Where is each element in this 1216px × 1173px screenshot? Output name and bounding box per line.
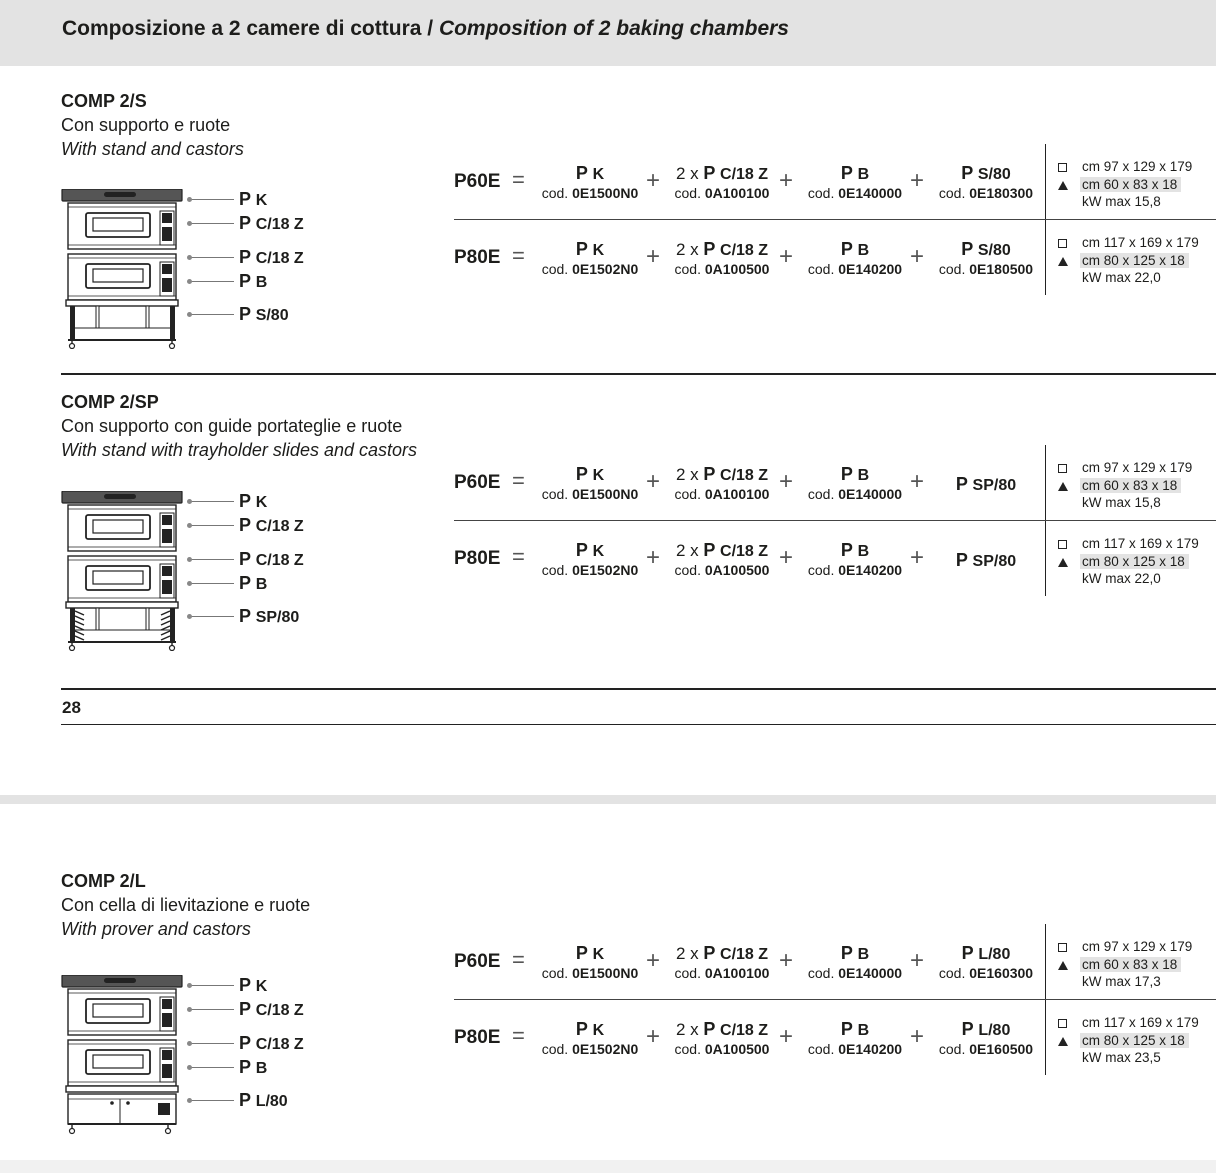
- component-label: P K: [239, 189, 268, 209]
- section-code: COMP 2/S: [61, 91, 147, 111]
- spec-line: cm 117 x 169 x 179: [1045, 235, 1216, 253]
- section-separator: [61, 373, 1216, 375]
- component-name: P B: [840, 239, 870, 259]
- section-description-it: Con supporto e ruote: [61, 115, 231, 135]
- triangle-filled-icon: [1058, 1037, 1068, 1046]
- spec-block: [1045, 536, 1216, 589]
- component-code: cod. 0E160300: [938, 965, 1034, 981]
- component-label: P L/80: [239, 1090, 288, 1110]
- plus-sign: +: [779, 243, 794, 270]
- section-code: COMP 2/L: [61, 871, 146, 891]
- component-code: cod. 0E1500N0: [541, 486, 639, 502]
- equals-sign: =: [512, 947, 525, 972]
- component-code: cod. 0E180300: [938, 185, 1034, 201]
- spec-block: [1045, 939, 1216, 992]
- spec-line: kW max 15,8: [1082, 194, 1161, 209]
- spec-line: cm 97 x 129 x 179: [1045, 460, 1216, 478]
- component-code: cod. 0A100100: [674, 185, 770, 201]
- component-name: P L/80: [961, 1019, 1011, 1039]
- component-code: cod. 0A100500: [674, 261, 770, 277]
- component-code: cod. 0E140000: [807, 965, 903, 981]
- spec-line: cm 117 x 169 x 179: [1045, 1015, 1216, 1033]
- triangle-filled-icon: [1058, 558, 1068, 567]
- spec-line: cm 97 x 129 x 179: [1045, 159, 1216, 177]
- component-label: P C/18 Z: [239, 549, 304, 569]
- spec-line: cm 80 x 125 x 18: [1045, 253, 1216, 271]
- oven-drawing-icon: [60, 189, 186, 349]
- plus-sign: +: [779, 544, 794, 571]
- section-separator: [61, 688, 1216, 690]
- model-name: P60E: [454, 171, 501, 192]
- component-name: P L/80: [961, 943, 1011, 963]
- model-name: P60E: [454, 472, 501, 493]
- square-outline-icon: [1058, 540, 1067, 549]
- square-outline-icon: [1058, 1019, 1067, 1028]
- page-footer-rule: [61, 724, 1216, 725]
- component-code: cod. 0A100500: [674, 562, 770, 578]
- equals-sign: =: [512, 167, 525, 192]
- leader-line: [190, 1067, 234, 1068]
- component-name: P B: [840, 943, 870, 963]
- leader-line: [190, 616, 234, 617]
- oven-drawing-icon: [60, 491, 186, 651]
- spec-line: kW max 15,8: [1082, 495, 1161, 510]
- section-code: COMP 2/SP: [61, 392, 159, 412]
- component-code: cod. 0E140000: [807, 185, 903, 201]
- oven-drawing-icon: [60, 975, 186, 1135]
- component-code: cod. 0E1500N0: [541, 185, 639, 201]
- model-row: [440, 522, 1216, 598]
- model-row: [440, 145, 1216, 221]
- component-name: P K: [575, 943, 605, 963]
- spec-line: cm 80 x 125 x 18: [1045, 554, 1216, 572]
- component-label: P B: [239, 271, 268, 291]
- leader-line: [190, 559, 234, 560]
- component-label: P SP/80: [239, 606, 300, 626]
- plus-sign: +: [910, 544, 925, 571]
- component-label: P C/18 Z: [239, 999, 304, 1019]
- component-label: P S/80: [239, 304, 289, 324]
- component-label: P K: [239, 975, 268, 995]
- component-name: P B: [840, 540, 870, 560]
- leader-line: [190, 583, 234, 584]
- row-separator: [454, 520, 1216, 521]
- component-code: cod. 0E140200: [807, 562, 903, 578]
- section-description-it: Con cella di lievitazione e ruote: [61, 895, 311, 915]
- square-outline-icon: [1058, 163, 1067, 172]
- oven-composition-drawing: [60, 975, 186, 1140]
- equals-sign: =: [512, 243, 525, 268]
- component-name: P K: [575, 464, 605, 484]
- spec-block: [1045, 1015, 1216, 1068]
- component-code: cod. 0A100100: [674, 965, 770, 981]
- plus-sign: +: [646, 544, 661, 571]
- leader-line: [190, 199, 234, 200]
- leader-line: [190, 314, 234, 315]
- triangle-filled-icon: [1058, 482, 1068, 491]
- section-description-en: With stand with trayholder slides and castors: [61, 440, 418, 460]
- component-name: 2 x P C/18 Z: [675, 943, 769, 963]
- spec-block: [1045, 460, 1216, 513]
- equals-sign: =: [512, 544, 525, 569]
- component-name: P SP/80: [955, 474, 1017, 494]
- equals-sign: =: [512, 468, 525, 493]
- page-gap-band: [0, 795, 1216, 804]
- leader-line: [190, 257, 234, 258]
- component-name: 2 x P C/18 Z: [675, 464, 769, 484]
- component-code: cod. 0E140200: [807, 1041, 903, 1057]
- leader-line: [190, 281, 234, 282]
- leader-line: [190, 1100, 234, 1101]
- leader-line: [190, 985, 234, 986]
- spec-block: [1045, 159, 1216, 212]
- component-name: P S/80: [961, 239, 1011, 259]
- component-name: P K: [575, 239, 605, 259]
- component-code: cod. 0E1500N0: [541, 965, 639, 981]
- square-outline-icon: [1058, 464, 1067, 473]
- row-separator: [454, 999, 1216, 1000]
- component-label: P C/18 Z: [239, 515, 304, 535]
- component-code: cod. 0E1502N0: [541, 261, 639, 277]
- model-row: [440, 1001, 1216, 1077]
- leader-line: [190, 1009, 234, 1010]
- spec-line: kW max 22,0: [1082, 571, 1161, 586]
- plus-sign: +: [779, 167, 794, 194]
- square-outline-icon: [1058, 239, 1067, 248]
- triangle-filled-icon: [1058, 257, 1068, 266]
- model-name: P80E: [454, 1027, 501, 1048]
- component-name: 2 x P C/18 Z: [675, 163, 769, 183]
- oven-composition-drawing: [60, 491, 186, 656]
- page-bottom-band: [0, 1160, 1216, 1173]
- component-name: P K: [575, 163, 605, 183]
- component-name: P SP/80: [955, 550, 1017, 570]
- component-code: cod. 0E160500: [938, 1041, 1034, 1057]
- spec-line: cm 80 x 125 x 18: [1045, 1033, 1216, 1051]
- spec-line: cm 60 x 83 x 18: [1045, 478, 1216, 496]
- plus-sign: +: [910, 468, 925, 495]
- model-name: P60E: [454, 951, 501, 972]
- oven-composition-drawing: [60, 189, 186, 354]
- spec-block: [1045, 235, 1216, 288]
- plus-sign: +: [646, 243, 661, 270]
- leader-line: [190, 525, 234, 526]
- plus-sign: +: [779, 1023, 794, 1050]
- component-code: cod. 0E1502N0: [541, 1041, 639, 1057]
- component-label: P B: [239, 1057, 268, 1077]
- component-label: P B: [239, 573, 268, 593]
- triangle-filled-icon: [1058, 181, 1068, 190]
- component-name: P K: [575, 540, 605, 560]
- plus-sign: +: [646, 1023, 661, 1050]
- model-row: [440, 925, 1216, 1001]
- component-code: cod. 0E1502N0: [541, 562, 639, 578]
- square-outline-icon: [1058, 943, 1067, 952]
- model-row: [440, 221, 1216, 297]
- triangle-filled-icon: [1058, 961, 1068, 970]
- spec-line: cm 97 x 129 x 179: [1045, 939, 1216, 957]
- spec-line: cm 60 x 83 x 18: [1045, 177, 1216, 195]
- component-name: P B: [840, 464, 870, 484]
- plus-sign: +: [646, 947, 661, 974]
- component-code: cod. 0E180500: [938, 261, 1034, 277]
- spec-line: cm 117 x 169 x 179: [1045, 536, 1216, 554]
- leader-line: [190, 501, 234, 502]
- component-name: 2 x P C/18 Z: [675, 540, 769, 560]
- plus-sign: +: [646, 167, 661, 194]
- page-title: Composizione a 2 camere di cottura / Composition of 2 baking chambers: [62, 17, 789, 40]
- spec-line: kW max 17,3: [1082, 974, 1161, 989]
- component-label: P C/18 Z: [239, 247, 304, 267]
- component-code: cod. 0A100500: [674, 1041, 770, 1057]
- plus-sign: +: [646, 468, 661, 495]
- model-name: P80E: [454, 548, 501, 569]
- plus-sign: +: [779, 947, 794, 974]
- equals-sign: =: [512, 1023, 525, 1048]
- leader-line: [190, 223, 234, 224]
- plus-sign: +: [910, 243, 925, 270]
- component-code: cod. 0E140200: [807, 261, 903, 277]
- plus-sign: +: [910, 947, 925, 974]
- component-label: P C/18 Z: [239, 213, 304, 233]
- leader-line: [190, 1043, 234, 1044]
- component-name: P B: [840, 163, 870, 183]
- plus-sign: +: [910, 167, 925, 194]
- component-name: P K: [575, 1019, 605, 1039]
- row-separator: [454, 219, 1216, 220]
- spec-line: kW max 22,0: [1082, 270, 1161, 285]
- component-name: P S/80: [961, 163, 1011, 183]
- section-description-it: Con supporto con guide portateglie e ruote: [61, 416, 403, 436]
- component-name: 2 x P C/18 Z: [675, 1019, 769, 1039]
- model-row: [440, 446, 1216, 522]
- plus-sign: +: [910, 1023, 925, 1050]
- component-code: cod. 0E140000: [807, 486, 903, 502]
- component-label: P C/18 Z: [239, 1033, 304, 1053]
- plus-sign: +: [779, 468, 794, 495]
- page-number: 28: [62, 698, 81, 717]
- component-label: P K: [239, 491, 268, 511]
- section-description-en: With prover and castors: [61, 919, 251, 939]
- component-code: cod. 0A100100: [674, 486, 770, 502]
- spec-line: cm 60 x 83 x 18: [1045, 957, 1216, 975]
- spec-line: kW max 23,5: [1082, 1050, 1161, 1065]
- component-name: P B: [840, 1019, 870, 1039]
- model-name: P80E: [454, 247, 501, 268]
- component-name: 2 x P C/18 Z: [675, 239, 769, 259]
- section-description-en: With stand and castors: [61, 139, 244, 159]
